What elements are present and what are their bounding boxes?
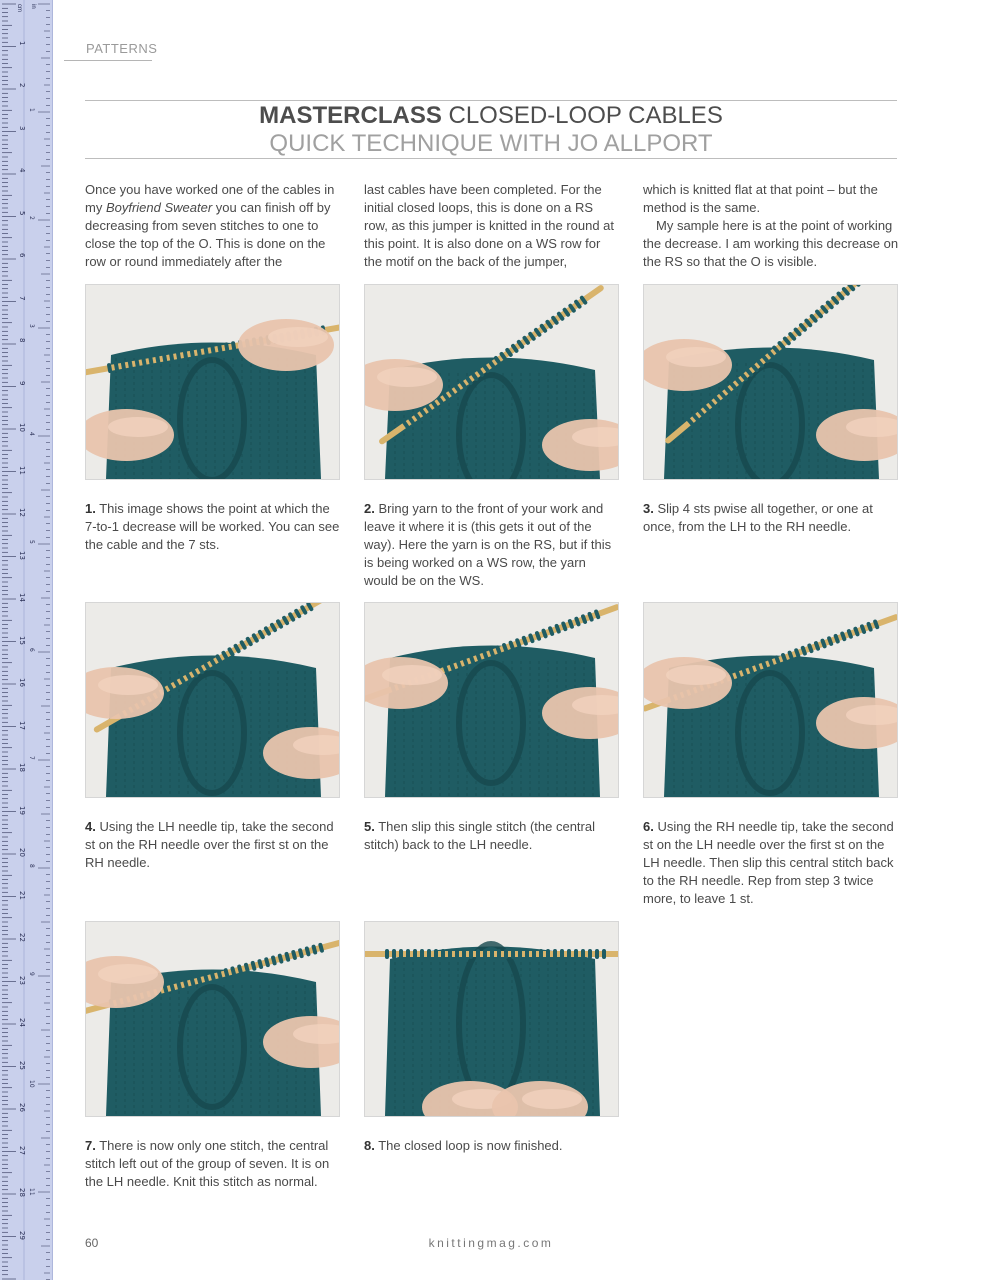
ruler-cm-number: 19 — [18, 805, 26, 815]
step-text: Using the RH needle tip, take the second st on the LH needle over the first st on the LH needle. Then slip this central stitch back to the RH needle. Rep from step 3 twice more, to leave 1 st. — [643, 819, 894, 906]
ruler-inch-number: 2 — [28, 216, 35, 220]
ruler-cm-number: 18 — [18, 763, 26, 772]
ruler-cm-number: 4 — [18, 168, 26, 173]
step-number: 5. — [364, 819, 375, 834]
step-1-photo — [85, 284, 340, 480]
ruler-cm-number: 9 — [18, 380, 26, 385]
page-title — [85, 102, 897, 130]
knitting-photo-illustration — [86, 285, 339, 479]
ruler-cm-number: 10 — [18, 423, 26, 432]
ruler-in-label: in — [30, 4, 36, 9]
website-url: knittingmag.com — [428, 1236, 554, 1250]
intro-column-1 — [85, 181, 341, 271]
ruler-cm-number: 11 — [18, 465, 26, 475]
knitting-photo-illustration — [644, 603, 897, 797]
ruler-cm-number: 7 — [18, 295, 26, 300]
intro-col1-end: you can finish off by decreasing from seven stitches to one to close the top of the O. This is done on the row or round immediately after the — [85, 200, 331, 269]
step-5-caption — [364, 818, 620, 854]
step-7-photo — [85, 921, 340, 1117]
step-8-photo — [364, 921, 619, 1117]
title-masterclass: MASTERCLASS — [259, 102, 442, 129]
intro-col2-text: last cables have been completed. For the initial closed loops, this is done on a RS row, as this jumper is knitted in the round at this point. It is also done on a WS row for the motif on the back of the jumper, — [364, 182, 615, 269]
ruler-cm-number: 1 — [18, 40, 26, 45]
ruler-ticks — [0, 0, 52, 1280]
ruler-cm-number: 5 — [18, 210, 26, 215]
step-number: 2. — [364, 501, 375, 516]
ruler-inch-number: 9 — [28, 972, 35, 976]
step-2-photo — [364, 284, 619, 480]
ruler-cm-number: 13 — [18, 550, 26, 560]
knitting-photo-illustration — [365, 285, 618, 479]
step-number: 7. — [85, 1138, 96, 1153]
knitting-photo-illustration — [86, 922, 339, 1116]
step-number: 8. — [364, 1138, 375, 1153]
ruler-cm-number: 16 — [18, 678, 26, 687]
ruler-cm-number: 28 — [18, 1188, 26, 1197]
knitting-photo-illustration — [86, 603, 339, 797]
knitting-photo-illustration — [365, 922, 618, 1116]
title-topic: CLOSED-LOOP CABLES — [441, 102, 723, 129]
ruler-cm-number: 29 — [18, 1230, 26, 1240]
ruler-cm-number: 17 — [18, 720, 26, 730]
step-3-photo — [643, 284, 898, 480]
ruler-cm-number: 3 — [18, 125, 26, 130]
ruler-cm-number: 20 — [18, 848, 26, 857]
ruler-inch-number: 6 — [28, 648, 35, 652]
ruler-cm-number: 12 — [18, 508, 26, 517]
knitting-photo-illustration — [365, 603, 618, 797]
step-6-caption — [643, 818, 899, 908]
intro-col1-start: Once you have worked one of the cables in my — [85, 182, 335, 215]
measuring-ruler — [0, 0, 53, 1280]
ruler-cm-number: 22 — [18, 933, 26, 942]
ruler-cm-number: 21 — [18, 890, 26, 900]
ruler-inch-number: 3 — [28, 324, 35, 328]
step-4-caption — [85, 818, 341, 872]
step-7-caption — [85, 1137, 341, 1191]
step-number: 3. — [643, 501, 654, 516]
ruler-cm-number: 2 — [18, 83, 26, 88]
step-2-caption — [364, 500, 620, 590]
ruler-cm-number: 6 — [18, 253, 26, 258]
intro-col3-para1: which is knitted flat at that point – but the method is the same. — [643, 182, 878, 215]
intro-pattern-name: Boyfriend Sweater — [105, 200, 213, 215]
ruler-cm-number: 14 — [18, 593, 26, 602]
intro-column-3 — [643, 181, 899, 271]
ruler-cm-number: 25 — [18, 1060, 26, 1070]
section-label: PATTERNS — [86, 41, 158, 56]
step-8-caption — [364, 1137, 620, 1155]
step-3-caption — [643, 500, 899, 536]
ruler-cm-number: 23 — [18, 975, 26, 985]
step-1-caption — [85, 500, 341, 554]
step-6-photo — [643, 602, 898, 798]
ruler-inch-number: 7 — [28, 756, 35, 760]
title-rule-bottom — [85, 158, 897, 159]
ruler-inch-number: 4 — [28, 432, 35, 436]
intro-col3-para2: My sample here is at the point of working the decrease. I am working this decrease on the RS so that the O is visible. — [643, 218, 899, 269]
step-text: Then slip this single stitch (the central stitch) back to the LH needle. — [364, 819, 595, 852]
step-text: Using the LH needle tip, take the second st on the RH needle over the first st on the RH needle. — [85, 819, 334, 870]
ruler-inch-number: 11 — [28, 1188, 35, 1196]
page-subtitle: QUICK TECHNIQUE WITH JO ALLPORT — [269, 130, 713, 157]
step-4-photo — [85, 602, 340, 798]
ruler-inch-number: 10 — [28, 1080, 35, 1088]
ruler-inch-number: 1 — [28, 108, 35, 112]
step-number: 4. — [85, 819, 96, 834]
ruler-cm-number: 15 — [18, 635, 26, 645]
knitting-photo-illustration — [644, 285, 897, 479]
intro-column-2 — [364, 181, 620, 271]
ruler-cm-number: 24 — [18, 1018, 26, 1027]
title-rule-top — [85, 100, 897, 101]
step-number: 1. — [85, 501, 96, 516]
ruler-cm-number: 8 — [18, 338, 26, 343]
step-5-photo — [364, 602, 619, 798]
page-number: 60 — [85, 1236, 99, 1250]
ruler-cm-number: 27 — [18, 1145, 26, 1155]
step-text: The closed loop is now finished. — [374, 1138, 563, 1153]
step-text: Slip 4 sts pwise all together, or one at once, from the LH to the RH needle. — [643, 501, 873, 534]
ruler-inch-number: 5 — [28, 540, 35, 544]
ruler-cm-label: cm — [16, 4, 22, 12]
ruler-cm-number: 26 — [18, 1103, 26, 1112]
ruler-inch-number: 8 — [28, 864, 35, 868]
step-text: There is now only one stitch, the central stitch left out of the group of seven. It is on the LH needle. Knit this stitch as normal. — [85, 1138, 330, 1189]
step-text: This image shows the point at which the 7-to-1 decrease will be worked. You can see the cable and the 7 sts. — [85, 501, 340, 552]
step-text: Bring yarn to the front of your work and leave it where it is (this gets it out of the way). Here the yarn is on the RS, but if this is being worked on a WS row, the yarn would be on the WS. — [364, 501, 612, 588]
section-rule — [64, 60, 152, 61]
step-number: 6. — [643, 819, 654, 834]
